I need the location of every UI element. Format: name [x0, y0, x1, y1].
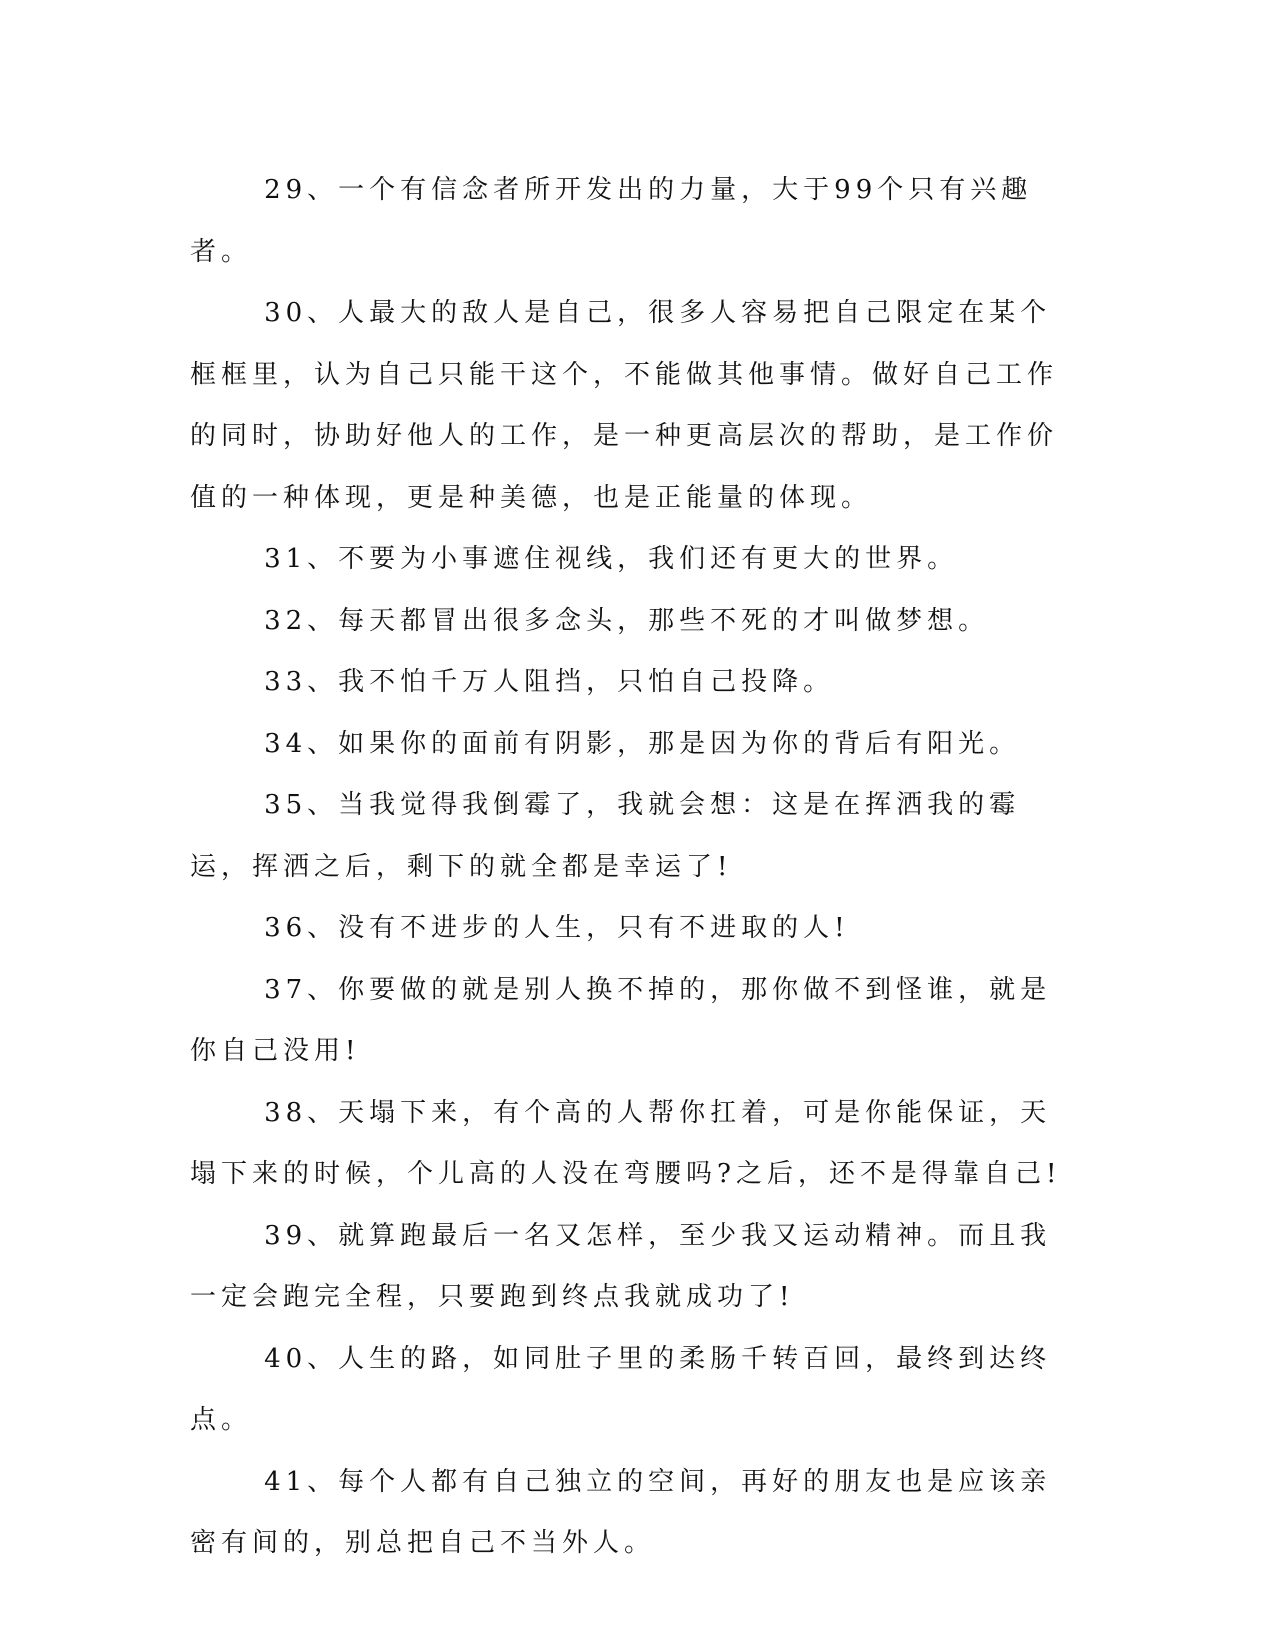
paragraph-33: 33、我不怕千万人阻挡，只怕自己投降。: [264, 667, 835, 697]
document-body: [190, 160, 1074, 1575]
paragraph-41: 41、每个人都有自己独立的空间，再好的朋友也是应该亲密有间的，别总把自己不当外人。: [190, 1466, 1052, 1558]
paragraph-39: 39、就算跑最后一名又怎样，至少我又运动精神。而且我一定会跑完全程，只要跑到终点我就成功了!: [190, 1220, 1052, 1312]
paragraph-31: 31、不要为小事遮住视线，我们还有更大的世界。: [264, 544, 959, 574]
paragraph-32: 32、每天都冒出很多念头，那些不死的才叫做梦想。: [264, 605, 990, 636]
paragraph-30: 30、人最大的敌人是自己，很多人容易把自己限定在某个框框里，认为自己只能干这个，不能做其他事情。做好自己工作的同时，协助好他人的工作，是一种更高层次的帮助，是工作价值的一种体现，更是种美德，也是正能量的体现。: [190, 298, 1059, 513]
paragraph-40: 40、人生的路，如同肚子里的柔肠千转百回，最终到达终点。: [190, 1343, 1052, 1435]
paragraph-37: 37、你要做的就是别人换不掉的，那你做不到怪谁，就是你自己没用!: [190, 974, 1052, 1066]
paragraph-35: 35、当我觉得我倒霉了，我就会想：这是在挥洒我的霉运，挥洒之后，剩下的就全都是幸运了!: [190, 790, 1021, 882]
paragraph-34: 34、如果你的面前有阴影，那是因为你的背后有阳光。: [264, 728, 1021, 759]
paragraph-36: 36、没有不进步的人生，只有不进取的人!: [264, 913, 850, 943]
paragraph-38: 38、天塌下来，有个高的人帮你扛着，可是你能保证，天塌下来的时候，个儿高的人没在弯腰吗?之后，还不是得靠自己!: [190, 1097, 1062, 1189]
paragraph-29: 29、一个有信念者所开发出的力量，大于99个只有兴趣者。: [190, 175, 1033, 267]
